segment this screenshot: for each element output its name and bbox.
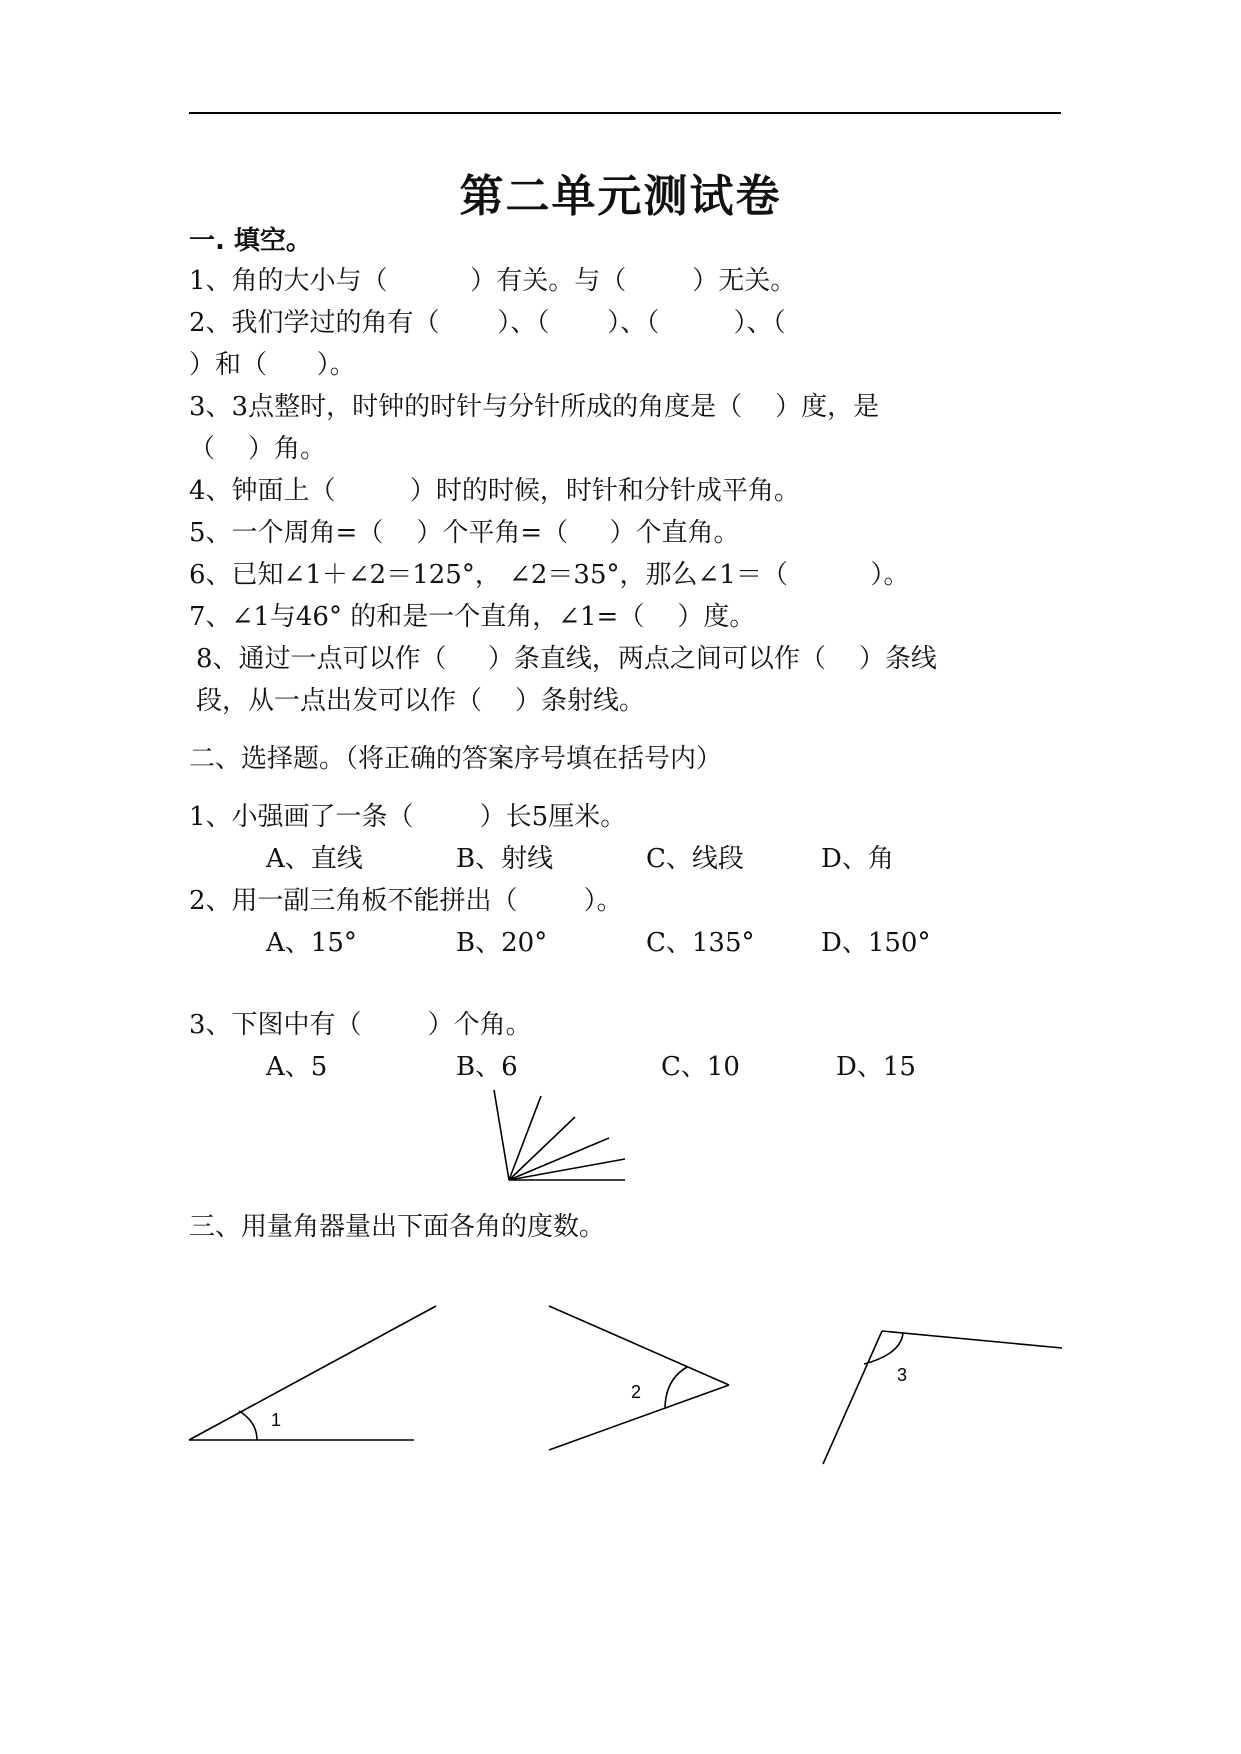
choice-q1-option-a: A、直线 (266, 844, 363, 874)
angle-3-ray-b (823, 1331, 882, 1464)
angle-2-figure (549, 1306, 729, 1450)
choice-q1-option-d: D、角 (821, 844, 894, 874)
ray-fan-figure (494, 1090, 625, 1180)
choice-q1-stem: 1、小强画了一条（ ）长5厘米。 (189, 802, 627, 832)
fill-line-8: 8、通过一点可以作（ ）条直线，两点之间可以作（ ）条线 (196, 644, 937, 674)
section3-heading: 三、用量角器量出下面各角的度数。 (189, 1212, 606, 1242)
angle-1-ray-b (189, 1306, 436, 1440)
fan-ray-5 (509, 1159, 625, 1180)
choice-q2-option-a: A、15° (266, 928, 357, 958)
choice-q2-option-d: D、150° (821, 928, 931, 958)
fan-ray-2 (509, 1096, 541, 1180)
fan-ray-4 (509, 1138, 609, 1180)
choice-q1-option-b: B、射线 (456, 844, 554, 874)
fill-line-2: 2、我们学过的角有（ ）、（ ）、（ ）、（ (189, 308, 786, 338)
choice-q2-stem: 2、用一副三角板不能拼出（ ）。 (189, 886, 623, 916)
choice-q2-option-b: B、20° (456, 928, 548, 958)
angle-2-arc (665, 1367, 687, 1409)
fill-line-8b: 段，从一点出发可以作（ ）条射线。 (196, 686, 646, 716)
section2-heading: 二、选择题。（将正确的答案序号填在括号内） (189, 744, 723, 774)
fill-line-6: 6、已知∠1＋∠2＝125°， ∠2＝35°，那么∠1＝（ ）。 (189, 560, 910, 590)
fill-line-2b: ）和（ ）。 (189, 350, 356, 380)
choice-q3-option-a: A、5 (266, 1052, 328, 1082)
angle-1-arc (239, 1411, 257, 1440)
angle-3-figure (823, 1331, 1062, 1464)
choice-q2-option-c: C、135° (646, 928, 755, 958)
section1-heading: 一. 填空。 (189, 226, 312, 256)
page-title: 第二单元测试卷 (459, 171, 782, 222)
fill-line-7: 7、∠1与46° 的和是一个直角，∠1=（ ）度。 (189, 602, 756, 632)
fill-line-5: 5、一个周角=（ ）个平角=（ ）个直角。 (189, 518, 740, 548)
fill-line-4: 4、钟面上（ ）时的时候，时针和分针成平角。 (189, 476, 800, 506)
angle-1-label: 1 (271, 1410, 282, 1430)
angle-2-ray-a (549, 1306, 729, 1385)
fill-line-3b: （ ）角。 (189, 434, 327, 464)
choice-q3-option-d: D、15 (836, 1052, 916, 1082)
choice-q3-option-c: C、10 (661, 1052, 740, 1082)
angle-2-label: 2 (631, 1382, 642, 1402)
choice-q1-option-c: C、线段 (646, 844, 744, 874)
fill-line-3: 3、3点整时，时钟的时针与分针所成的角度是（ ）度，是 (189, 392, 880, 422)
fill-line-1: 1、角的大小与（ ）有关。与（ ）无关。 (189, 266, 797, 296)
choice-q3-option-b: B、6 (456, 1052, 518, 1082)
angle-3-ray-a (882, 1331, 1062, 1348)
angle-1-figure (189, 1306, 436, 1440)
angle-3-label: 3 (897, 1365, 908, 1385)
choice-q3-stem: 3、下图中有（ ）个角。 (189, 1010, 532, 1040)
fan-ray-1 (494, 1090, 509, 1180)
